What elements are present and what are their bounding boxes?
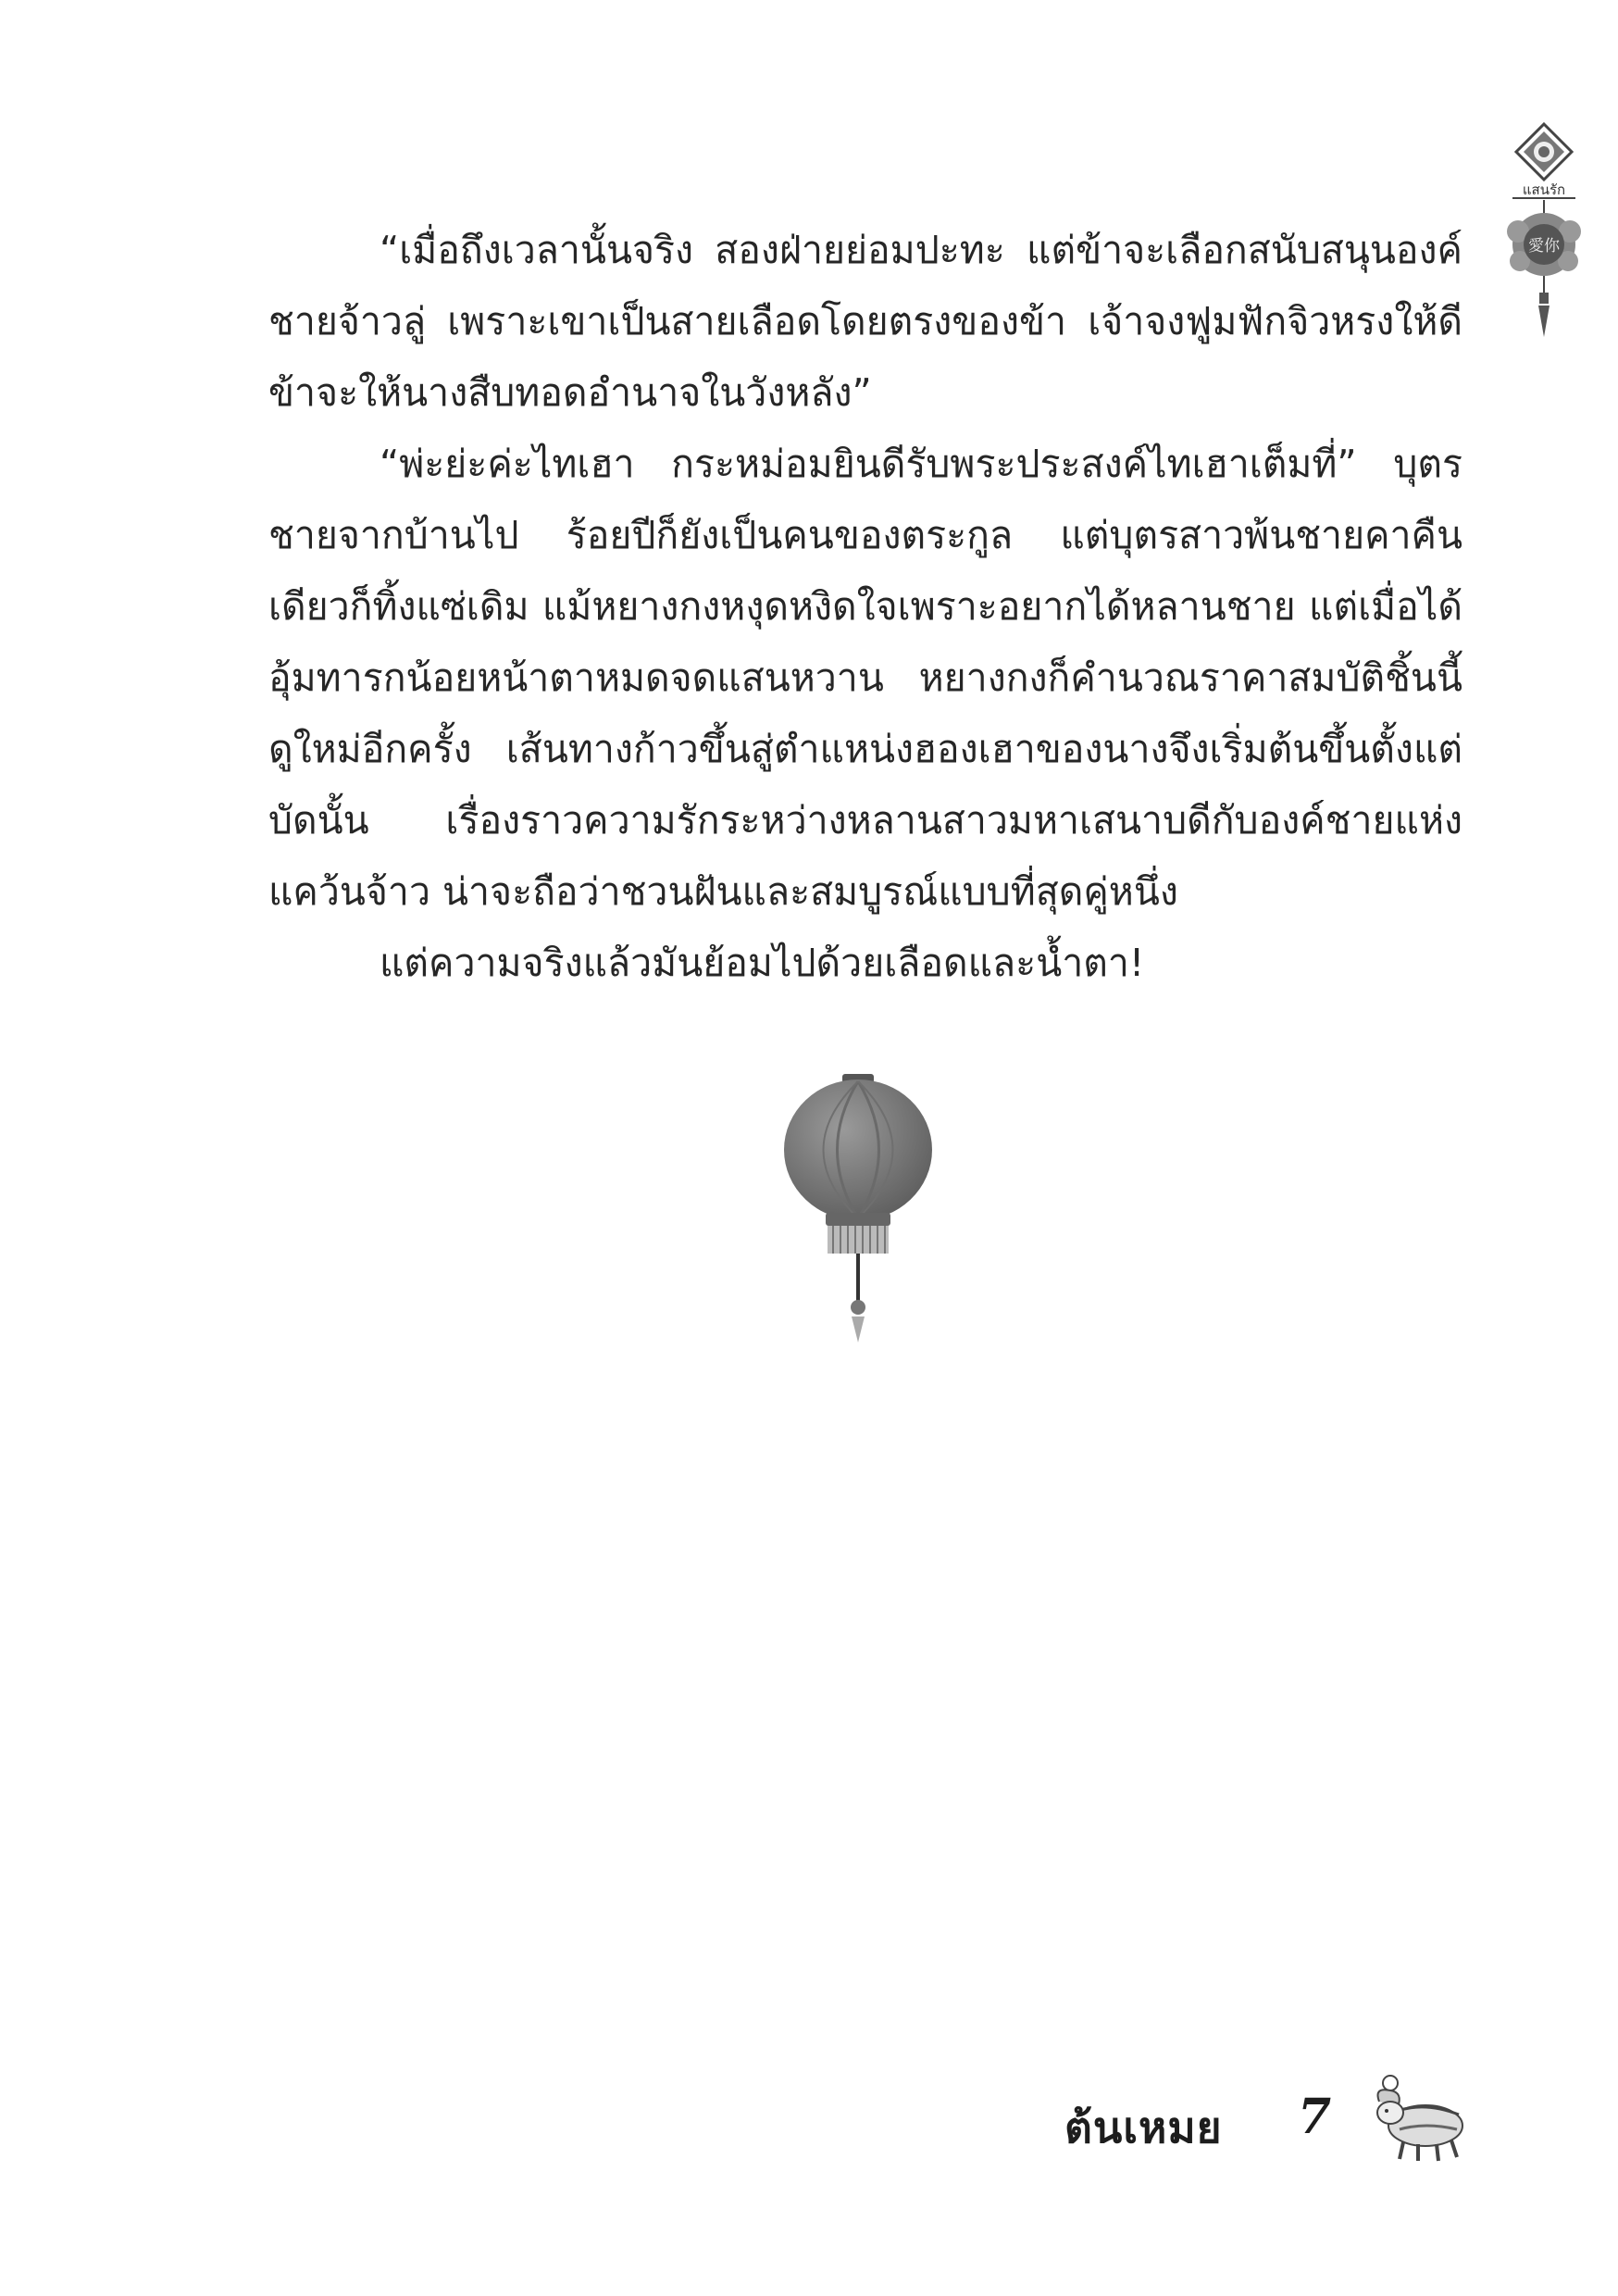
paragraph-1: “เมื่อถึงเวลานั้นจริง สองฝ่ายย่อมปะทะ แต่ข้าจะเลือกสนับสนุนองค์ชายจ้าวลู่ เพราะเขาเป็นสายเลือดโดยตรงของข้า เจ้าจงฟูมฟักจิวหรงให้ดี ข้าจะให้นางสืบทอดอำนาจในวังหลัง” (268, 228, 1462, 415)
paragraph-3: แต่ความจริงแล้วมันย้อมไปด้วยเลือดและน้ำตา! (380, 941, 1145, 985)
body-text (268, 215, 1462, 999)
emblem-ornament-icon (1498, 122, 1590, 344)
emblem-label: แสนรัก (1522, 181, 1566, 198)
book-title: ต้นเหมย (1064, 2103, 1223, 2152)
page-number: 7 (1298, 2089, 1332, 2145)
paragraph-2: “พ่ะย่ะค่ะไทเฮา กระหม่อมยินดีรับพระประสงค์ไทเฮาเต็มที่” บุตรชายจากบ้านไป ร้อยปีก็ยังเป็นคนของตระกูล แต่บุตรสาวพ้นชายคาคืนเดียวก็ทิ้งแซ่เดิม แม้หยางกงหงุดหงิดใจเพราะอยากได้หลานชาย แต่เมื่อได้อุ้มทารกน้อยหน้าตาหมดจดแสนหวาน หยางกงก็คำนวณราคาสมบัติชิ้นนี้ดูใหม่อีกครั้ง เส้นทางก้าวขึ้นสู่ตำแหน่งฮองเฮาของนางจึงเริ่มต้นขึ้นตั้งแต่บัดนั้น เรื่องราวความรักระหว่างหลานสาวมหาเสนาบดีกับองค์ชายแห่งแคว้นจ้าว น่าจะถือว่าชวนฝันและสมบูรณ์แบบที่สุดคู่หนึ่ง (268, 442, 1462, 914)
lantern-icon (779, 1074, 937, 1342)
emblem-seal-text: 愛你 (1528, 237, 1560, 256)
goat-mascot-icon (1366, 2074, 1468, 2163)
